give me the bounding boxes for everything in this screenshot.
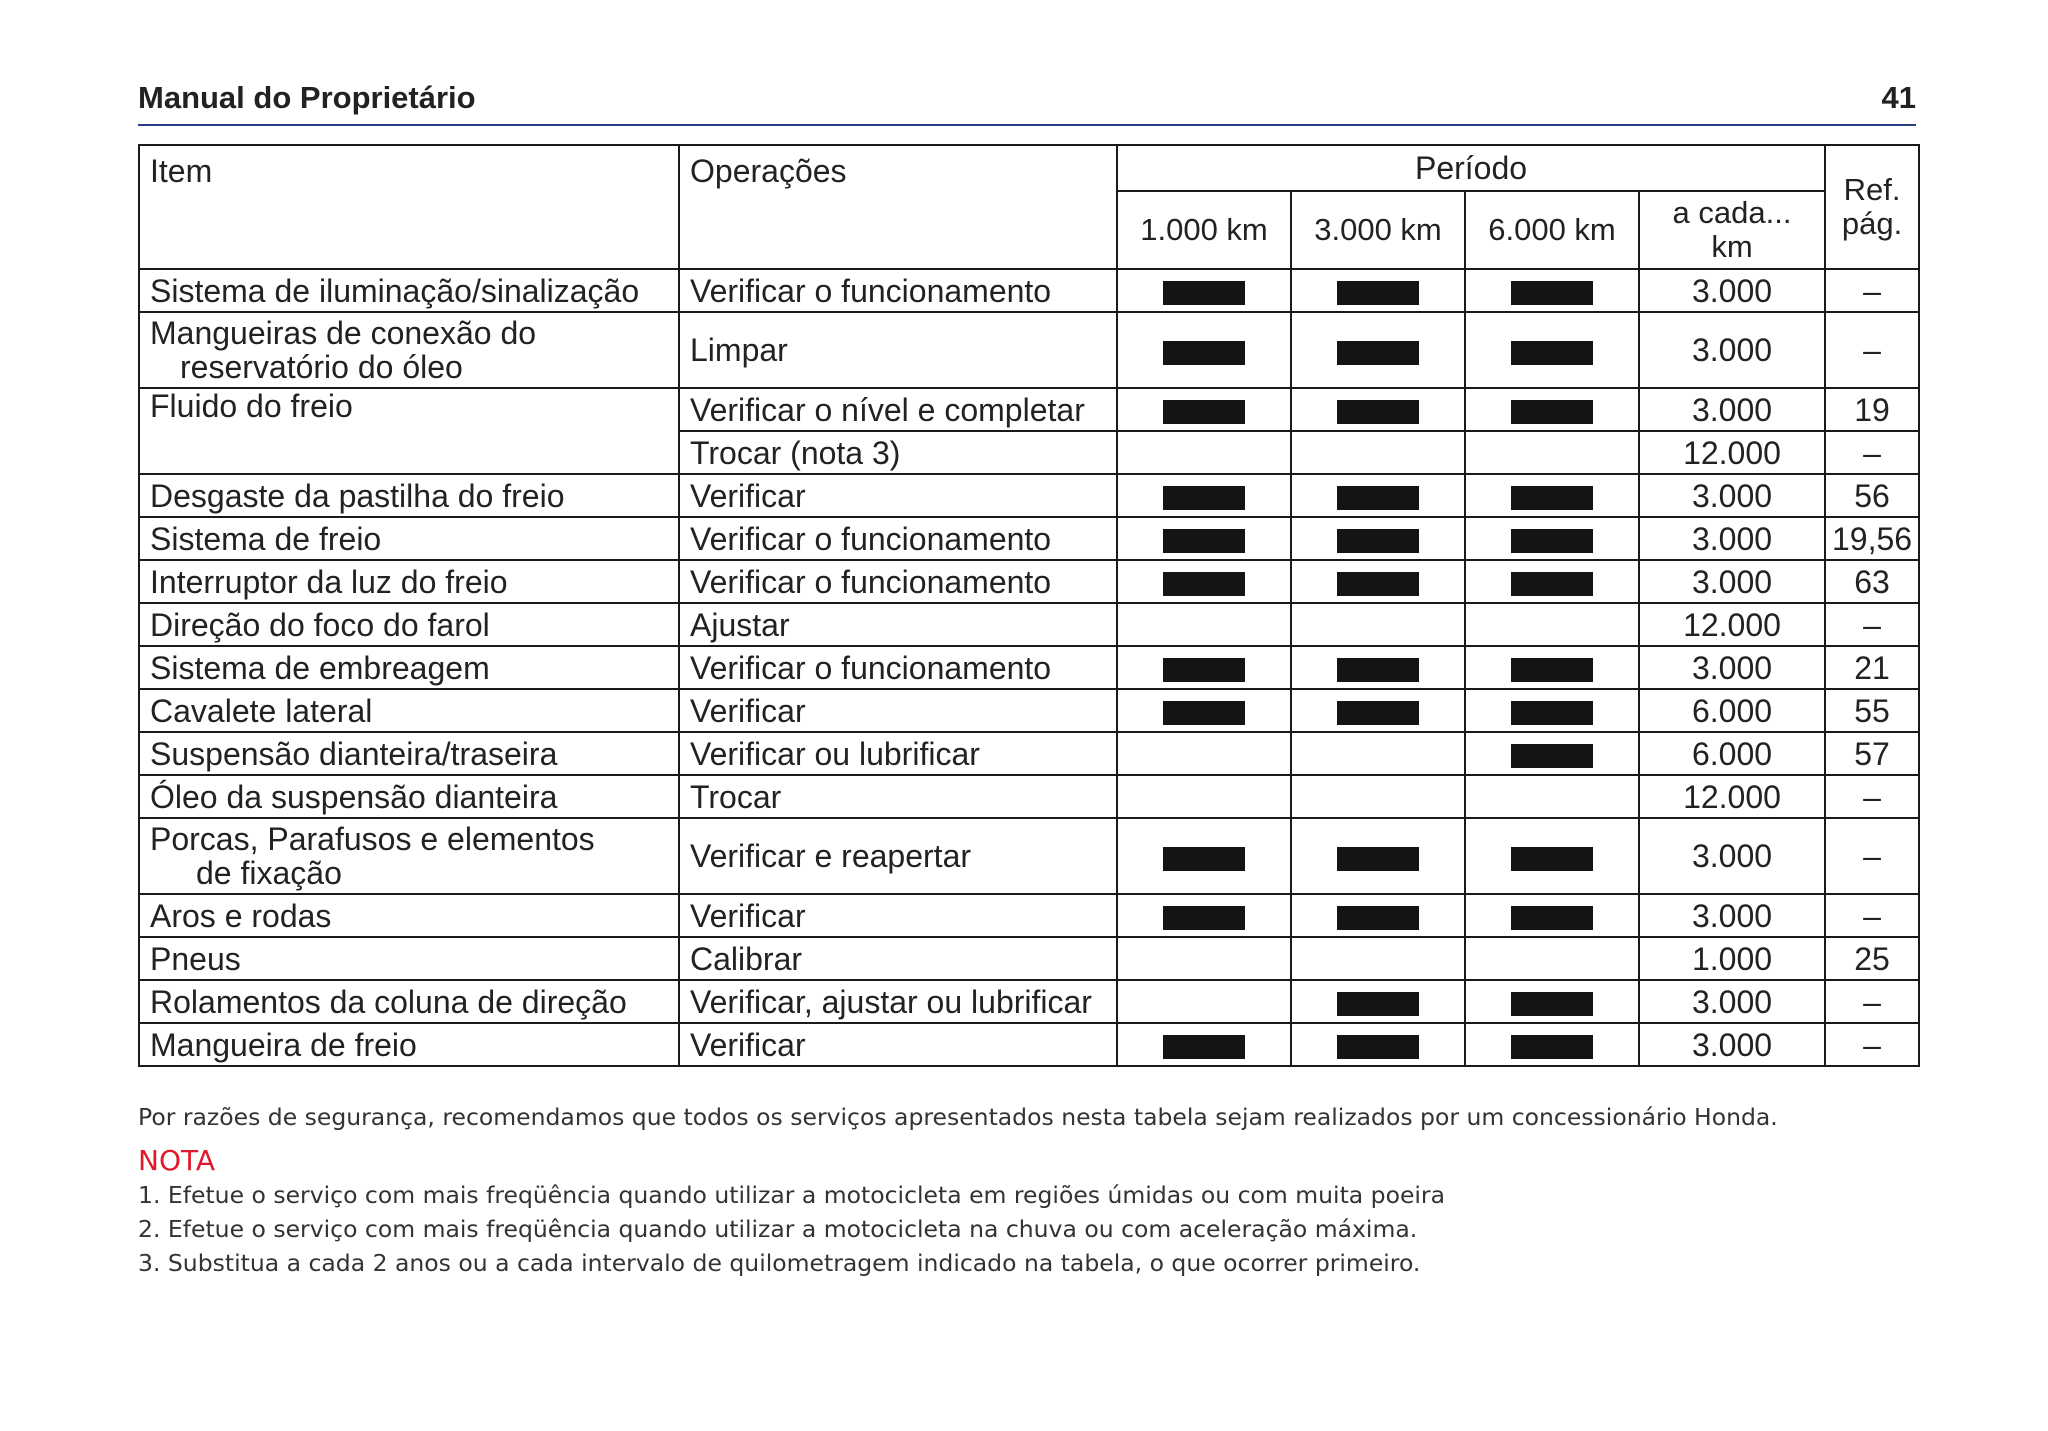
maintenance-schedule-table <box>138 144 1920 1067</box>
period-cell-km1000 <box>1117 560 1291 603</box>
period-cell-km6000 <box>1465 474 1639 517</box>
item-cell: Cavalete lateral <box>139 689 679 732</box>
period-cell-km1000 <box>1117 732 1291 775</box>
table-row <box>139 894 1919 937</box>
service-mark <box>1337 1035 1419 1059</box>
item-text-line1: Mangueiras de conexão do <box>150 315 537 351</box>
period-cell-km3000 <box>1291 269 1465 312</box>
table-row <box>139 689 1919 732</box>
service-mark <box>1337 906 1419 930</box>
item-cell: Mangueira de freio <box>139 1023 679 1066</box>
service-mark <box>1337 529 1419 553</box>
header-3000km: 3.000 km <box>1291 191 1465 269</box>
period-cell-km3000 <box>1291 474 1465 517</box>
period-cell-km6000 <box>1465 1023 1639 1066</box>
operation-cell: Verificar <box>679 1023 1117 1066</box>
period-cell-km1000 <box>1117 603 1291 646</box>
table-row <box>139 775 1919 818</box>
interval-cell: 3.000 <box>1639 517 1825 560</box>
item-text-line1: Porcas, Parafusos e elementos <box>150 821 595 857</box>
operation-cell: Calibrar <box>679 937 1117 980</box>
safety-note: Por razões de segurança, recomendamos que todos os serviços apresentados nesta tabela sejam realizados por um concessionário Honda. <box>138 1103 1778 1131</box>
interval-cell: 6.000 <box>1639 732 1825 775</box>
service-mark <box>1337 701 1419 725</box>
item-cell: Suspensão dianteira/traseira <box>139 732 679 775</box>
service-mark <box>1511 486 1593 510</box>
ref-page-cell: 19 <box>1825 388 1919 431</box>
service-mark <box>1163 341 1245 365</box>
operation-cell: Verificar o funcionamento <box>679 269 1117 312</box>
ref-page-cell: 56 <box>1825 474 1919 517</box>
operation-cell: Verificar ou lubrificar <box>679 732 1117 775</box>
header-6000km: 6.000 km <box>1465 191 1639 269</box>
period-cell-km3000 <box>1291 689 1465 732</box>
period-cell-km1000 <box>1117 269 1291 312</box>
header-item: Item <box>139 145 679 269</box>
ref-page-cell: – <box>1825 312 1919 388</box>
period-cell-km1000 <box>1117 689 1291 732</box>
service-mark <box>1337 400 1419 424</box>
period-cell-km3000 <box>1291 517 1465 560</box>
service-mark <box>1163 529 1245 553</box>
ref-page-cell: – <box>1825 980 1919 1023</box>
service-mark <box>1163 847 1245 871</box>
ref-page-cell: 63 <box>1825 560 1919 603</box>
manual-title: Manual do Proprietário <box>138 80 476 115</box>
service-mark <box>1163 400 1245 424</box>
service-mark <box>1337 658 1419 682</box>
service-mark <box>1511 744 1593 768</box>
interval-cell: 1.000 <box>1639 937 1825 980</box>
interval-cell: 3.000 <box>1639 980 1825 1023</box>
service-mark <box>1511 341 1593 365</box>
period-cell-km1000 <box>1117 937 1291 980</box>
period-cell-km3000 <box>1291 431 1465 474</box>
period-cell-km6000 <box>1465 312 1639 388</box>
service-mark <box>1511 400 1593 424</box>
notes-section <box>138 1102 1918 1280</box>
table-row <box>139 603 1919 646</box>
service-mark <box>1511 906 1593 930</box>
period-cell-km3000 <box>1291 560 1465 603</box>
ref-page-cell: 55 <box>1825 689 1919 732</box>
interval-cell: 3.000 <box>1639 818 1825 894</box>
period-cell-km3000 <box>1291 1023 1465 1066</box>
item-cell: Sistema de iluminação/sinalização <box>139 269 679 312</box>
ref-page-cell: – <box>1825 603 1919 646</box>
ref-page-cell: 19,56 <box>1825 517 1919 560</box>
item-cell: Sistema de embreagem <box>139 646 679 689</box>
note-item: 2. Efetue o serviço com mais freqüência quando utilizar a motocicleta na chuva ou com aceleração máxima. <box>138 1215 1418 1243</box>
item-cell: Óleo da suspensão dianteira <box>139 775 679 818</box>
table-row <box>139 312 1919 388</box>
interval-cell: 3.000 <box>1639 1023 1825 1066</box>
interval-cell: 3.000 <box>1639 312 1825 388</box>
period-cell-km3000 <box>1291 603 1465 646</box>
service-mark <box>1337 281 1419 305</box>
ref-page-cell: – <box>1825 269 1919 312</box>
table-row <box>139 646 1919 689</box>
header-every-line2: km <box>1711 229 1753 264</box>
period-cell-km6000 <box>1465 818 1639 894</box>
period-cell-km1000 <box>1117 818 1291 894</box>
header-1000km: 1.000 km <box>1117 191 1291 269</box>
period-cell-km1000 <box>1117 388 1291 431</box>
ref-page-cell: – <box>1825 431 1919 474</box>
page-number: 41 <box>1881 80 1916 115</box>
service-mark <box>1511 658 1593 682</box>
operation-cell: Verificar o funcionamento <box>679 646 1117 689</box>
period-cell-km3000 <box>1291 818 1465 894</box>
period-cell-km1000 <box>1117 312 1291 388</box>
table-row <box>139 388 1919 431</box>
period-cell-km6000 <box>1465 937 1639 980</box>
header-ref-line2: pág. <box>1841 206 1903 241</box>
header-operations: Operações <box>679 145 1117 269</box>
service-mark <box>1163 281 1245 305</box>
period-cell-km1000 <box>1117 1023 1291 1066</box>
interval-cell: 3.000 <box>1639 646 1825 689</box>
table-row <box>139 937 1919 980</box>
service-mark <box>1337 341 1419 365</box>
period-cell-km6000 <box>1465 646 1639 689</box>
period-cell-km3000 <box>1291 388 1465 431</box>
period-cell-km3000 <box>1291 775 1465 818</box>
item-cell <box>139 312 679 388</box>
item-cell: Direção do foco do farol <box>139 603 679 646</box>
item-cell: Sistema de freio <box>139 517 679 560</box>
period-cell-km1000 <box>1117 431 1291 474</box>
period-cell-km6000 <box>1465 603 1639 646</box>
item-cell: Rolamentos da coluna de direção <box>139 980 679 1023</box>
period-cell-km1000 <box>1117 775 1291 818</box>
service-mark <box>1337 847 1419 871</box>
interval-cell: 12.000 <box>1639 603 1825 646</box>
interval-cell: 3.000 <box>1639 894 1825 937</box>
period-cell-km1000 <box>1117 646 1291 689</box>
header-every-km <box>1639 191 1825 269</box>
period-cell-km6000 <box>1465 388 1639 431</box>
service-mark <box>1163 701 1245 725</box>
header-ref-page <box>1825 145 1919 269</box>
service-mark <box>1163 906 1245 930</box>
interval-cell: 3.000 <box>1639 269 1825 312</box>
header-every-line1: a cada... <box>1672 195 1792 230</box>
period-cell-km3000 <box>1291 980 1465 1023</box>
service-mark <box>1511 529 1593 553</box>
table-row <box>139 818 1919 894</box>
item-cell: Interruptor da luz do freio <box>139 560 679 603</box>
table-row <box>139 269 1919 312</box>
page-header <box>138 76 1916 126</box>
period-cell-km3000 <box>1291 937 1465 980</box>
operation-cell: Verificar, ajustar ou lubrificar <box>679 980 1117 1023</box>
service-mark <box>1163 1035 1245 1059</box>
period-cell-km6000 <box>1465 732 1639 775</box>
period-cell-km1000 <box>1117 517 1291 560</box>
period-cell-km6000 <box>1465 775 1639 818</box>
table-row <box>139 474 1919 517</box>
service-mark <box>1337 486 1419 510</box>
note-item: 1. Efetue o serviço com mais freqüência quando utilizar a motocicleta em regiões úmidas ou com muita poeira <box>138 1181 1445 1209</box>
period-cell-km6000 <box>1465 894 1639 937</box>
period-cell-km3000 <box>1291 312 1465 388</box>
item-cell: Aros e rodas <box>139 894 679 937</box>
operation-cell: Limpar <box>679 312 1117 388</box>
service-mark <box>1163 572 1245 596</box>
interval-cell: 3.000 <box>1639 560 1825 603</box>
operation-cell: Trocar <box>679 775 1117 818</box>
interval-cell: 12.000 <box>1639 775 1825 818</box>
service-mark <box>1163 658 1245 682</box>
operation-cell: Trocar (nota 3) <box>679 431 1117 474</box>
item-cell: Desgaste da pastilha do freio <box>139 474 679 517</box>
period-cell-km6000 <box>1465 269 1639 312</box>
item-cell <box>139 818 679 894</box>
service-mark <box>1511 847 1593 871</box>
period-cell-km1000 <box>1117 474 1291 517</box>
interval-cell: 3.000 <box>1639 474 1825 517</box>
nota-label: NOTA <box>138 1144 216 1177</box>
service-mark <box>1163 486 1245 510</box>
operation-cell: Verificar e reapertar <box>679 818 1117 894</box>
operation-cell: Verificar <box>679 689 1117 732</box>
interval-cell: 6.000 <box>1639 689 1825 732</box>
period-cell-km6000 <box>1465 689 1639 732</box>
table-row <box>139 980 1919 1023</box>
note-item: 3. Substitua a cada 2 anos ou a cada intervalo de quilometragem indicado na tabela, o que ocorrer primeiro. <box>138 1249 1421 1277</box>
interval-cell: 3.000 <box>1639 388 1825 431</box>
period-cell-km3000 <box>1291 732 1465 775</box>
operation-cell: Verificar o nível e completar <box>679 388 1117 431</box>
table-row <box>139 1023 1919 1066</box>
service-mark <box>1337 992 1419 1016</box>
service-mark <box>1511 701 1593 725</box>
ref-page-cell: – <box>1825 775 1919 818</box>
service-mark <box>1511 281 1593 305</box>
table-row <box>139 560 1919 603</box>
operation-cell: Verificar o funcionamento <box>679 560 1117 603</box>
ref-page-cell: 25 <box>1825 937 1919 980</box>
table-row <box>139 732 1919 775</box>
ref-page-cell: – <box>1825 1023 1919 1066</box>
period-cell-km1000 <box>1117 980 1291 1023</box>
period-cell-km6000 <box>1465 431 1639 474</box>
period-cell-km6000 <box>1465 980 1639 1023</box>
operation-cell: Ajustar <box>679 603 1117 646</box>
period-cell-km6000 <box>1465 560 1639 603</box>
header-period: Período <box>1117 145 1825 191</box>
operation-cell: Verificar <box>679 474 1117 517</box>
header-ref-line1: Ref. <box>1843 172 1901 207</box>
service-mark <box>1511 992 1593 1016</box>
table-row <box>139 517 1919 560</box>
period-cell-km1000 <box>1117 894 1291 937</box>
ref-page-cell: – <box>1825 818 1919 894</box>
ref-page-cell: 21 <box>1825 646 1919 689</box>
operation-cell: Verificar <box>679 894 1117 937</box>
item-cell: Fluido do freio <box>139 388 679 474</box>
period-cell-km3000 <box>1291 894 1465 937</box>
item-text-line2: reservatório do óleo <box>180 349 463 385</box>
operation-cell: Verificar o funcionamento <box>679 517 1117 560</box>
period-cell-km3000 <box>1291 646 1465 689</box>
service-mark <box>1511 572 1593 596</box>
service-mark <box>1511 1035 1593 1059</box>
item-text-line2: de fixação <box>196 855 342 891</box>
service-mark <box>1337 572 1419 596</box>
ref-page-cell: – <box>1825 894 1919 937</box>
interval-cell: 12.000 <box>1639 431 1825 474</box>
period-cell-km6000 <box>1465 517 1639 560</box>
ref-page-cell: 57 <box>1825 732 1919 775</box>
item-cell: Pneus <box>139 937 679 980</box>
